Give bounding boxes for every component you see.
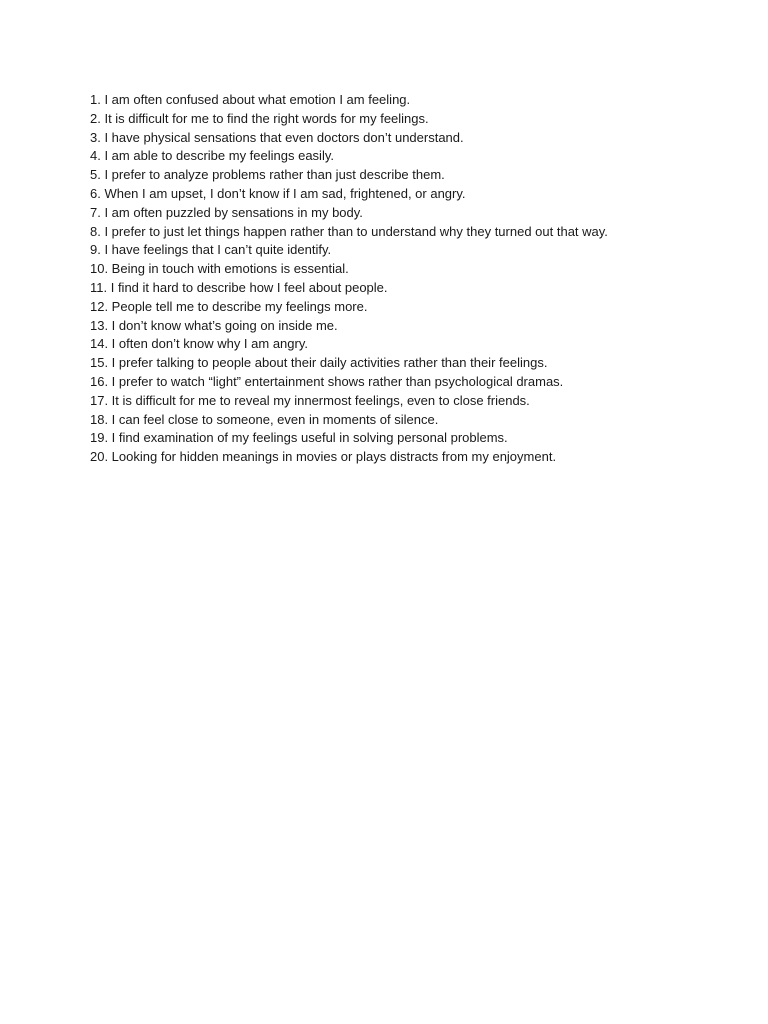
statement-item: 20. Looking for hidden meanings in movies or plays distracts from my enjoyment.: [90, 449, 557, 465]
statement-item: 19. I find examination of my feelings useful in solving personal problems.: [90, 430, 508, 446]
statement-item: 12. People tell me to describe my feelings more.: [90, 298, 368, 314]
statement-item: 8. I prefer to just let things happen rather than to understand why they turned out that way.: [90, 223, 608, 239]
statement-item: 16. I prefer to watch “light” entertainment shows rather than psychological dramas.: [90, 373, 564, 389]
statement-item: 1. I am often confused about what emotion I am feeling.: [90, 92, 411, 107]
statement-item: 3. I have physical sensations that even doctors don’t understand.: [90, 129, 464, 145]
statement-item: 18. I can feel close to someone, even in moments of silence.: [90, 411, 439, 427]
statement-item: 2. It is difficult for me to find the right words for my feelings.: [90, 110, 429, 126]
statement-item: 7. I am often puzzled by sensations in my body.: [90, 204, 363, 220]
statement-item: 9. I have feelings that I can’t quite identify.: [90, 242, 332, 258]
statement-list: [90, 91, 730, 467]
statement-item: 6. When I am upset, I don’t know if I am sad, frightened, or angry.: [90, 185, 466, 201]
statement-item: 17. It is difficult for me to reveal my innermost feelings, even to close friends.: [90, 392, 530, 408]
statement-item: 15. I prefer talking to people about their daily activities rather than their feelings.: [90, 355, 548, 371]
statement-item: 13. I don’t know what’s going on inside me.: [90, 317, 338, 333]
statement-item: 14. I often don’t know why I am angry.: [90, 336, 308, 352]
statement-item: 5. I prefer to analyze problems rather than just describe them.: [90, 167, 445, 183]
statement-item: 11. I find it hard to describe how I feel about people.: [90, 279, 388, 295]
statement-item: 4. I am able to describe my feelings easily.: [90, 148, 334, 164]
statement-item: 10. Being in touch with emotions is essential.: [90, 261, 349, 277]
